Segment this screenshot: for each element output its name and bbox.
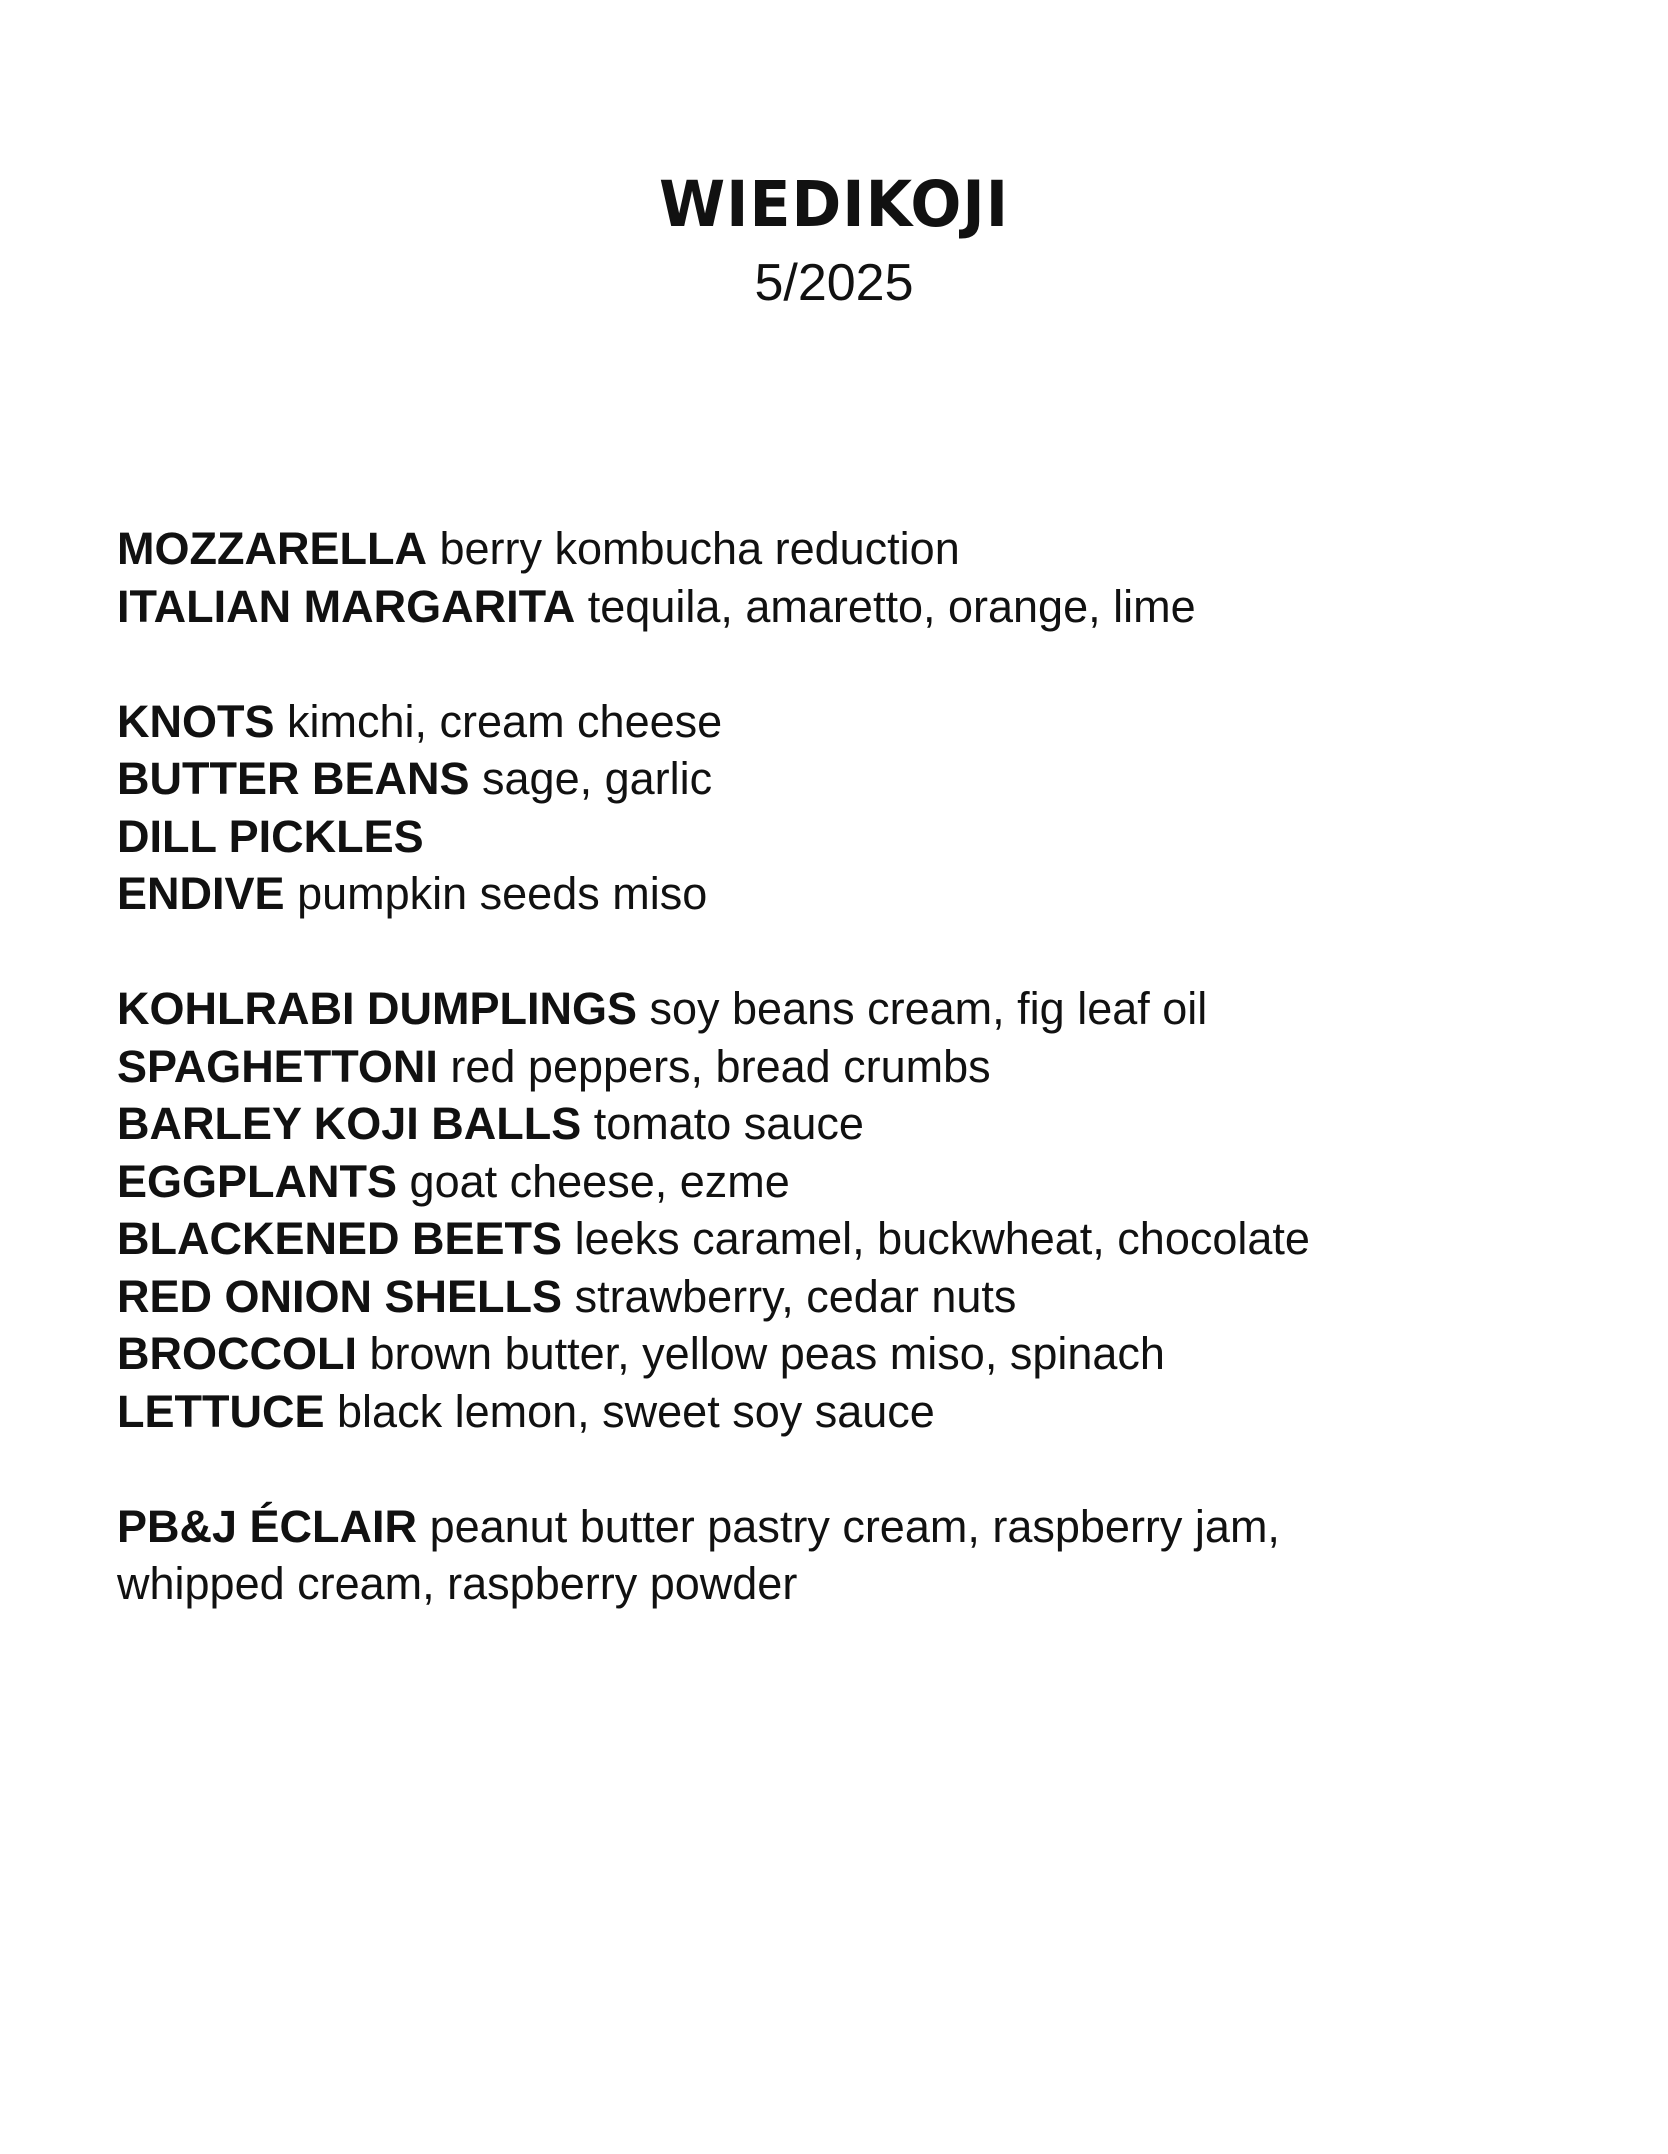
menu-item bbox=[117, 1383, 1577, 1441]
menu-item bbox=[117, 693, 1577, 751]
menu-section-snacks bbox=[117, 693, 1577, 923]
menu-item-desc: brown butter, yellow peas miso, spinach bbox=[369, 1328, 1165, 1379]
menu-item-desc: leeks caramel, buckwheat, chocolate bbox=[574, 1213, 1310, 1264]
menu-item-name: ENDIVE bbox=[117, 868, 285, 919]
menu-item bbox=[117, 750, 1577, 808]
menu-item-name: EGGPLANTS bbox=[117, 1155, 398, 1207]
menu-item-name: BUTTER BEANS bbox=[117, 753, 470, 804]
menu-item-desc: pumpkin seeds miso bbox=[297, 868, 708, 919]
menu-item bbox=[117, 1268, 1577, 1326]
menu-item bbox=[117, 1325, 1577, 1383]
menu-item-name: KNOTS bbox=[117, 695, 275, 747]
menu-section-drinks bbox=[117, 520, 1577, 635]
menu-item-desc: peanut butter pastry cream, raspberry jam, whipped cream, raspberry powder bbox=[117, 1500, 1280, 1609]
menu-item-name: BROCCOLI bbox=[117, 1328, 357, 1379]
menu-item bbox=[117, 1038, 1577, 1096]
menu-item-desc: kimchi, cream cheese bbox=[287, 695, 723, 747]
menu-item bbox=[117, 520, 1577, 578]
menu-item-name: PB&J ÉCLAIR bbox=[117, 1500, 418, 1552]
menu-item-name: LETTUCE bbox=[117, 1385, 325, 1437]
menu-item-name: KOHLRABI DUMPLINGS bbox=[117, 983, 637, 1034]
menu-item bbox=[117, 1210, 1577, 1268]
menu-item-name: ITALIAN MARGARITA bbox=[117, 580, 576, 632]
menu-item bbox=[117, 578, 1577, 636]
menu-item bbox=[117, 865, 1577, 923]
menu-item-desc: goat cheese, ezme bbox=[409, 1155, 790, 1207]
menu-item-desc: sage, garlic bbox=[482, 753, 713, 804]
menu-item-name: MOZZARELLA bbox=[117, 523, 427, 574]
menu-item-name: RED ONION SHELLS bbox=[117, 1270, 563, 1322]
menu-item bbox=[117, 1095, 1577, 1153]
menu-item-name: SPAGHETTONI bbox=[117, 1040, 438, 1092]
menu-item-desc: tequila, amaretto, orange, lime bbox=[587, 580, 1196, 632]
restaurant-logo: WIEDIKOJI bbox=[658, 168, 1010, 242]
menu-item-desc: tomato sauce bbox=[593, 1098, 864, 1149]
menu-item-desc: red peppers, bread crumbs bbox=[450, 1040, 991, 1092]
menu-section-dessert bbox=[117, 1498, 1577, 1613]
menu-item-desc: soy beans cream, fig leaf oil bbox=[649, 983, 1208, 1034]
menu-item bbox=[117, 1153, 1577, 1211]
menu-list bbox=[117, 520, 1577, 1670]
menu-item bbox=[117, 1498, 1437, 1613]
menu-item-desc: strawberry, cedar nuts bbox=[574, 1270, 1017, 1322]
menu-date: 5/2025 bbox=[754, 254, 914, 312]
menu-item-name: BLACKENED BEETS bbox=[117, 1213, 563, 1264]
menu-item-desc: berry kombucha reduction bbox=[439, 523, 960, 574]
menu-item bbox=[117, 808, 1577, 866]
menu-section-mains bbox=[117, 980, 1577, 1440]
menu-item-name: BARLEY KOJI BALLS bbox=[117, 1098, 582, 1149]
menu-item-desc: black lemon, sweet soy sauce bbox=[337, 1385, 935, 1437]
menu-item-name: DILL PICKLES bbox=[117, 810, 424, 862]
menu-item bbox=[117, 980, 1577, 1038]
menu-header bbox=[0, 165, 1668, 315]
